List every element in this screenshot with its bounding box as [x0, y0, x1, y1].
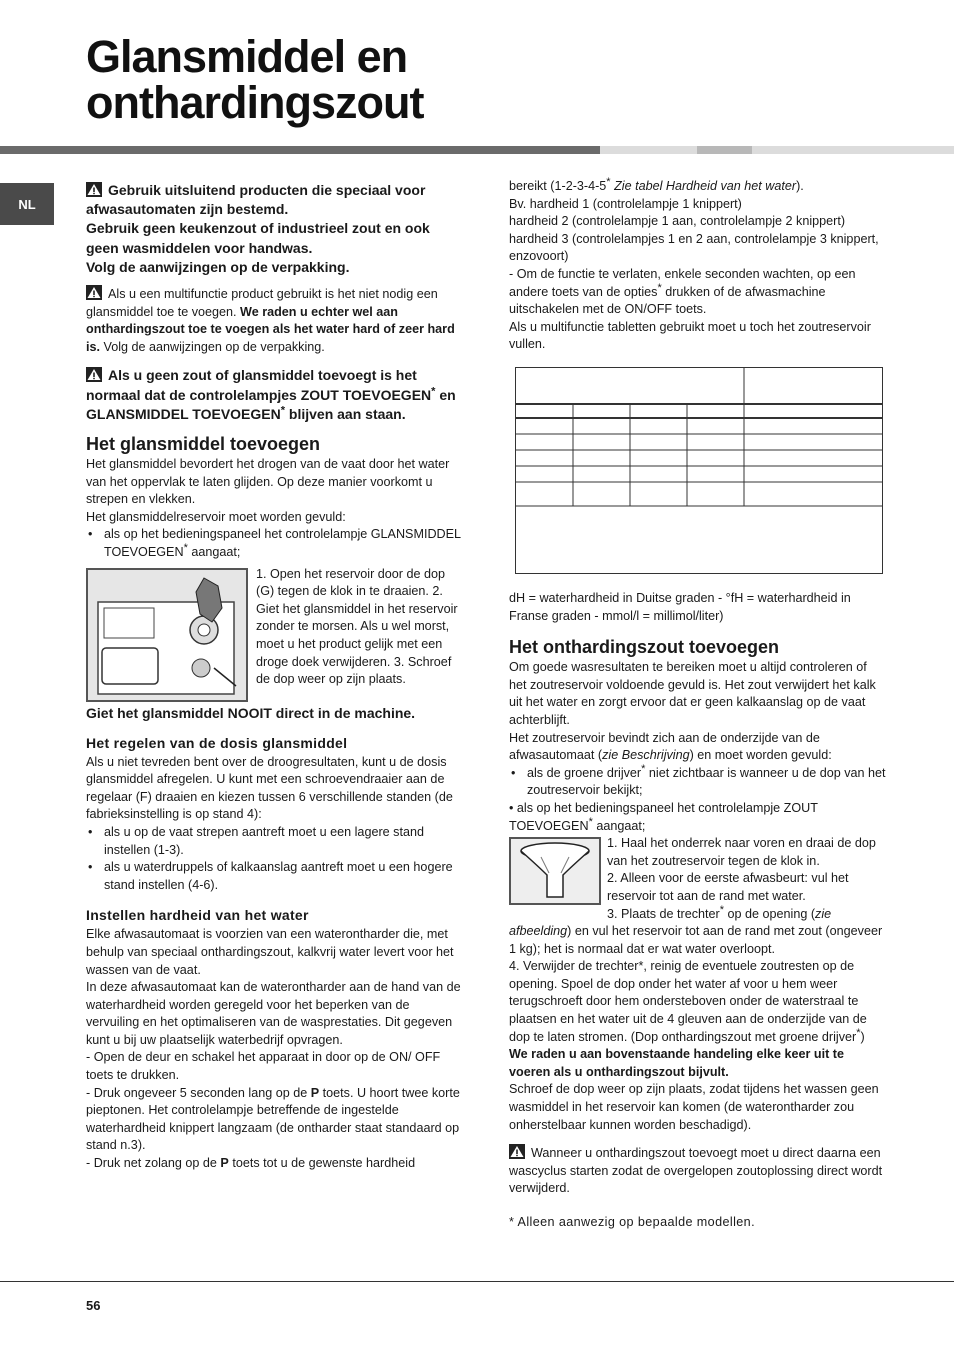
- water-hardness-table: [515, 367, 883, 574]
- salt-steps-block: [509, 835, 887, 1046]
- hardness-continued: [509, 175, 887, 196]
- hardness-p5-c: toets tot u de gewenste hardheid: [232, 1156, 416, 1171]
- warning-products-line-1: Gebruik uitsluitend producten die speciaal voor afwasautomaten zijn bestemd.: [86, 182, 426, 218]
- salt-warning: [509, 1144, 887, 1198]
- p-key-label: P: [310, 1085, 320, 1100]
- salt-cap-note: Schroef de dop weer op zijn plaats, zodat tijdens het wassen geen wasmiddel in het reservoir kan komen (de waterontharder zou onherstelbaar kunnen worden beschadigd).: [509, 1082, 879, 1132]
- warning-icon: [86, 367, 102, 382]
- footnote-star: *: [588, 815, 593, 828]
- rinse-aid-fill-when: Het glansmiddelreservoir moet worden gevuld:: [86, 509, 346, 524]
- multifunction-tablets-note: Als u multifunctie tabletten gebruikt moet u toch het zoutreservoir vullen.: [509, 319, 871, 352]
- dose-adjust-list: [86, 824, 463, 894]
- rinse-aid-figure-block: [86, 566, 463, 704]
- salt-location-c: ) en moet worden gevuld:: [689, 748, 832, 763]
- hardness-exit: [509, 266, 887, 319]
- footnote-star: *: [431, 384, 436, 397]
- salt-location: [509, 730, 887, 765]
- hardness-example-3: hardheid 3 (controlelampjes 1 en 2 aan, controlelampje 3 knippert, enzovoort): [509, 231, 879, 264]
- hardness-exit-text: - Om de functie te verlaten, enkele seconden wachten, op een andere toets van de opties: [509, 266, 856, 299]
- footnote-star: *: [641, 762, 646, 775]
- warning-icon: [86, 285, 102, 300]
- list-item-text: als op het bedieningspaneel het controlelampje GLANSMIDDEL TOEVOEGEN: [104, 527, 461, 559]
- left-column: [86, 181, 463, 1173]
- salt-indicator-text: • als op het bedieningspaneel het controlelampje ZOUT TOEVOEGEN: [509, 800, 818, 833]
- salt-location-a: Het zoutreservoir bevindt zich aan de onderzijde van de afwasautomaat (: [509, 730, 820, 763]
- warning-multifunction-bold: We raden u echter wel aan onthardingszout toe te voegen als het water hard of zeer hard is.: [86, 304, 455, 354]
- language-tab: [0, 183, 54, 225]
- hardness-p4: [86, 1085, 463, 1155]
- list-item-text-end: aangaat;: [191, 544, 241, 559]
- warning-icon: [86, 182, 102, 197]
- salt-step-3-ref: zie afbeelding: [509, 906, 832, 939]
- dose-adjust-text: Als u niet tevreden bent over de droogresultaten, kunt u de dosis glansmiddel afregelen. U kunt met een schroevendraaier aan de regelaar (F) draaien en kiezen tussen 6 verschillende standen (de fabrieksinstelling is op stand 4):: [86, 754, 453, 822]
- list-item-text: als de groene drijver: [527, 765, 642, 780]
- salt-location-ref: zie Beschrijving: [602, 748, 690, 763]
- salt-indicator-end: aangaat;: [596, 818, 646, 833]
- hardness-p5: [86, 1155, 463, 1173]
- hardness-reach-end: ).: [796, 179, 804, 193]
- hardness-p1: Elke afwasautomaat is voorzien van een waterontharder die, met behulp van speciaal onthardingszout, kalkvrij water levert voor het wassen van de vaat.: [86, 927, 454, 977]
- page-number: 56: [86, 1298, 101, 1313]
- right-column-top: [509, 175, 887, 354]
- hardness-p2: In deze afwasautomaat kan de waterontharder aan de hand van de waterhardheid worden geregeld voor het beperken van de vervuiling en het optimaliseren van de wasprestaties. Dit gegeven kunt u bij uw plaatselijk waterbedrijf opvragen.: [86, 980, 461, 1047]
- heading-rinse-aid: Het glansmiddel toevoegen: [86, 434, 321, 454]
- salt-step-1: 1. Haal het onderrek naar voren en draai de dop van het zoutreservoir tegen de klok in.: [607, 836, 876, 868]
- warning-products-line-2: Gebruik geen keukenzout of industrieel zout en ook geen wasmiddelen voor handwas.: [86, 220, 430, 256]
- salt-step-3-d: ) en vul het reservoir tot aan de rand met zout (ongeveer 1 kg); het is normaal dat er wat water overloopt.: [509, 924, 883, 956]
- footnote-text: Alleen aanwezig op bepaalde modellen.: [517, 1215, 755, 1229]
- hardness-p5-a: - Druk net zolang op de: [86, 1156, 217, 1171]
- hardness-p4-c: toets. U hoort twee korte pieptonen. Het controlelampje betreffende de ingestelde waterhardheid knippert langzaam (de ontharder staat standaard op stand n.3).: [86, 1085, 460, 1153]
- salt-warning-text: Wanneer u onthardingszout toevoegt moet u direct daarna een wascyclus starten zodat de overgelopen zoutoplossing direct wordt verwijderd.: [509, 1146, 883, 1196]
- warning-multifunction-end: Volg de aanwijzingen op de verpakking.: [103, 339, 325, 354]
- salt-intro: Om goede wasresultaten te bereiken moet u altijd controleren of het zoutreservoir voldoende gevuld is. Het zout verwijdert het kalk uit het water en zorgt ervoor dat er geen kalkaanslag op de vaat achterblijft.: [509, 660, 876, 727]
- salt-step-2: 2. Alleen voor de eerste afwasbeurt: vul het reservoir tot aan de rand met water.: [607, 871, 849, 903]
- warning-lights-text-2: en GLANSMIDDEL TOEVOEGEN: [86, 386, 456, 422]
- warning-lights-text-3: blijven aan staan.: [288, 405, 406, 422]
- salt-step-4-b: ): [860, 1029, 865, 1044]
- salt-list: [509, 762, 887, 800]
- title-line-1: Glansmiddel en: [86, 31, 408, 82]
- rinse-aid-intro: Het glansmiddel bevordert het drogen van de vaat door het water van het oppervlak te laten glijden. Op deze manier voorkomt u strepen en vlekken.: [86, 457, 450, 507]
- list-item: [86, 526, 463, 561]
- rinse-aid-steps: 1. Open het reservoir door de dop (G) tegen de klok in te draaien. 2. Giet het glansmiddel in het reservoir zonder te morsen. Als u wel morst, moet u het product gelijk met een droge doek verwijderen. 3. Schroef de dop weer op zijn plaats.: [256, 566, 458, 687]
- footer-rule: [0, 1281, 954, 1282]
- header-bar-light-2: [752, 146, 954, 154]
- header-bar-light-1: [600, 146, 697, 154]
- footnote-star: *: [657, 281, 662, 294]
- header-bar-mid: [697, 146, 752, 154]
- heading-water-hardness: Instellen hardheid van het water: [86, 907, 309, 924]
- list-item: [509, 762, 887, 800]
- p-key-label: P: [220, 1156, 229, 1171]
- warning-indicator-lights: [86, 366, 463, 424]
- hardness-example-1: Bv. hardheid 1 (controlelampje 1 knippert): [509, 196, 742, 211]
- salt-indicator: [509, 800, 887, 835]
- hardness-p3: - Open de deur en schakel het apparaat in door op de ON/ OFF toets te drukken.: [86, 1050, 441, 1083]
- hardness-units-note: dH = waterhardheid in Duitse graden - °fH = waterhardheid in Franse graden - mmol/l = millimol/liter): [509, 591, 851, 623]
- warning-multifunction-text: Als u een multifunctie product gebruikt is het niet nodig een glansmiddel toe te voegen.: [86, 287, 438, 319]
- footnote-star: *: [183, 541, 188, 554]
- salt-step-3-a: 3. Plaats de trechter: [607, 906, 720, 921]
- funnel-illustration: [509, 837, 601, 905]
- language-tab-label: NL: [18, 196, 36, 212]
- list-item-text-end: niet zichtbaar is wanneer u de dop van het zoutreservoir bekijkt;: [527, 765, 886, 798]
- footnote-star: *: [509, 1215, 515, 1229]
- footnote: [509, 1214, 887, 1232]
- warning-icon: [509, 1144, 525, 1159]
- right-column-bottom: [509, 590, 887, 1232]
- rinse-aid-never-direct: Giet het glansmiddel NOOIT direct in de machine.: [86, 704, 416, 721]
- hardness-table-ref: Zie tabel Hardheid van het water: [614, 179, 797, 193]
- footnote-star: *: [280, 404, 286, 417]
- hardness-exit-end: drukken of de afwasmachine uitschakelen met de ON/OFF toets.: [509, 284, 826, 317]
- hardness-p4-a: - Druk ongeveer 5 seconden lang op de: [86, 1085, 308, 1100]
- salt-step-4-a: 4. Verwijder de trechter*, reinig de eventuele zoutresten op de opening. Spoel de dop onder het water af voor u hem weer terugschroeft door hem ondersteboven onder de waterstraal te plaatsen en het water uit de 4 gleuven aan de onderzijde van de dop te laten stromen. (Dop onthardingszout met groene drijver: [509, 959, 867, 1044]
- list-item: • als u waterdruppels of kalkaanslag aantreft moet u een hogere stand instellen (4-6).: [86, 859, 463, 894]
- heading-salt: Het onthardingszout toevoegen: [509, 637, 779, 658]
- rinse-aid-list: [86, 526, 463, 561]
- salt-step-3: [509, 903, 887, 959]
- salt-step-4: [509, 958, 887, 1046]
- page-title: [86, 31, 424, 128]
- header-bar-dark: [0, 146, 600, 154]
- hardness-reach-text: bereikt (1-2-3-4-5: [509, 179, 607, 193]
- footnote-star: *: [719, 903, 724, 916]
- salt-step-3-b: op de opening (: [727, 906, 816, 921]
- warning-lights-text-1: Als u geen zout of glansmiddel toevoegt is het normaal dat de controlelampjes ZOUT TOEVOEGEN: [86, 367, 432, 403]
- footnote-star: *: [606, 175, 611, 188]
- title-line-2: onthardingszout: [86, 77, 424, 128]
- warning-products: [86, 181, 463, 277]
- list-item: • als u op de vaat strepen aantreft moet u een lagere stand instellen (1-3).: [86, 824, 463, 859]
- salt-recommendation: We raden u aan bovenstaande handeling elke keer uit te voeren als u onthardingszout bijvult.: [509, 1047, 845, 1079]
- footnote-star: *: [856, 1026, 861, 1039]
- warning-multifunction: [86, 285, 463, 356]
- hardness-example-2: hardheid 2 (controlelampje 1 aan, controlelampje 2 knippert): [509, 214, 846, 229]
- rinse-aid-dispenser-illustration: [86, 568, 248, 702]
- warning-products-line-3: Volg de aanwijzingen op de verpakking.: [86, 258, 350, 275]
- heading-dose-adjust: Het regelen van de dosis glansmiddel: [86, 734, 348, 751]
